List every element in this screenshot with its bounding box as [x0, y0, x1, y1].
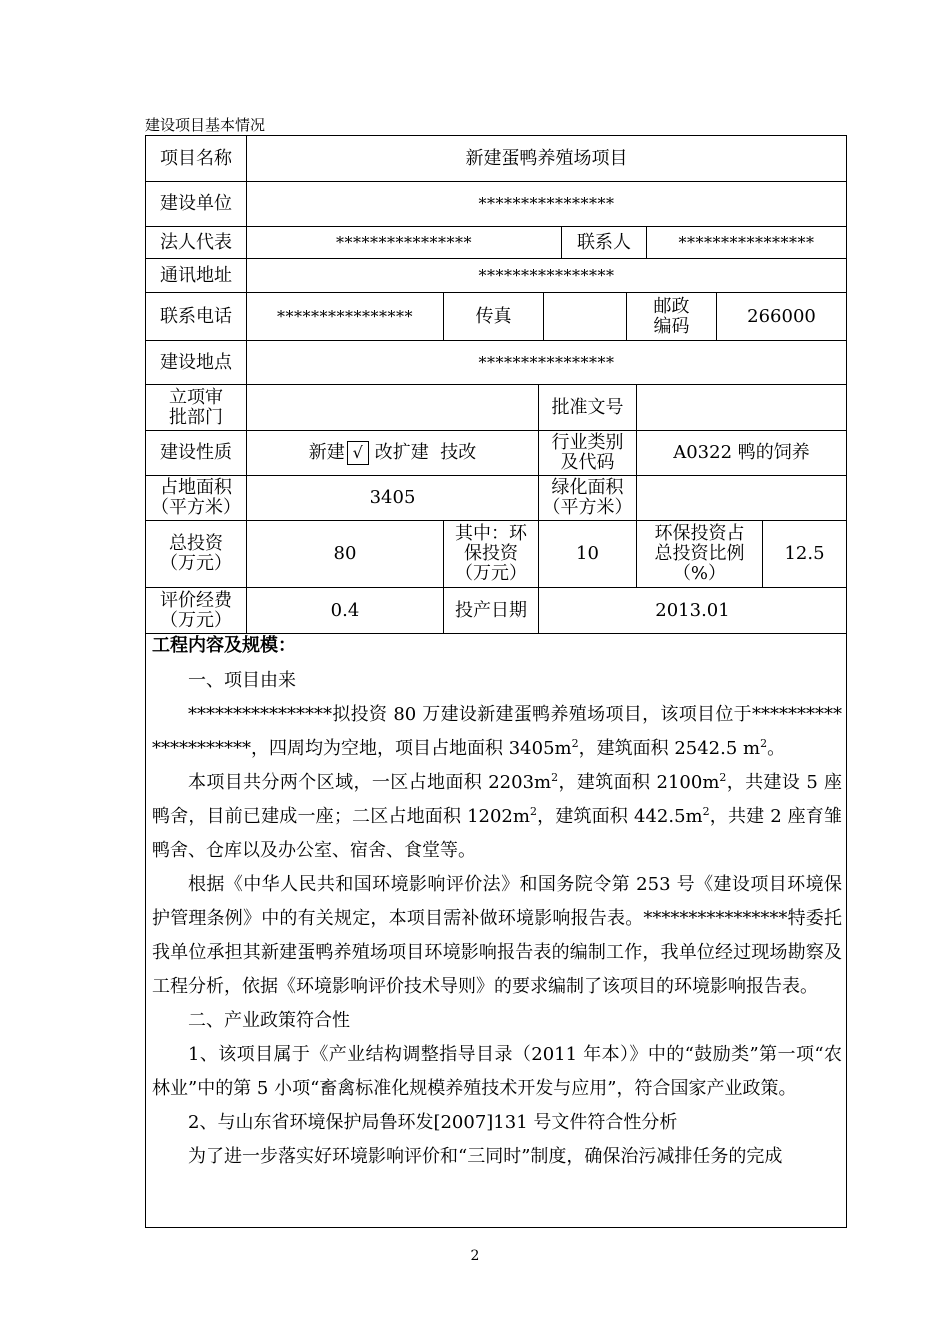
env-invest-value: 10 — [576, 543, 599, 564]
industry-label — [539, 431, 636, 475]
paragraph-3: 根据《中华人民共和国环境影响评价法》和国务院令第 253 号《建设项目环境保护管理条例》中的有关规定，本项目需补做环境影响报告表。****************特委托我单位承担其新建蛋鸭养殖场项目环境影响报告表的编制工作，我单位经过现场勘察及工程分析，依据《环境影响评价技术导则》的要求编制了该项目的环境影响报告表。 — [152, 874, 842, 997]
address-value: **************** — [478, 265, 615, 285]
content-heading: 工程内容及规模： — [152, 635, 296, 656]
phone-label: 联系电话 — [160, 305, 232, 327]
area-label-line1: 占地面积 — [160, 477, 232, 498]
ratio-label-line3: （%） — [672, 563, 727, 584]
nature-others-text: 改扩建 技改 — [374, 442, 477, 463]
paragraph-1-part-a: ****************拟投资 80 万建设新建蛋鸭养殖场项目，该项目位于*********************，四周均为空地，项目占地面积 3405m — [152, 704, 842, 759]
project-content — [152, 634, 842, 1174]
paragraph-2-part-e: ，共建 2 座育雏鸭舍、仓库以及办公室、宿舍、食堂等。 — [152, 806, 842, 861]
paragraph-1 — [152, 698, 842, 766]
approval-no-value — [637, 385, 846, 430]
contact-value: **************** — [678, 232, 815, 252]
paragraph-2 — [152, 766, 842, 868]
green-label-line2: （平方米） — [542, 497, 633, 518]
legal-rep-label: 法人代表 — [160, 231, 232, 253]
section-1-title: 一、项目由来 — [188, 670, 296, 691]
env-invest-label-line3: （万元） — [455, 563, 527, 584]
fee-label — [146, 588, 246, 633]
paragraph-4: 1、该项目属于《产业结构调整指导目录（2011 年本）》中的“鼓励类”第一项“农林业”中的第 5 小项“畜禽标准化规模养殖技术开发与应用”，符合国家产业政策。 — [152, 1044, 842, 1099]
paragraph-1-part-b: ，建筑面积 2542.5 m — [578, 738, 761, 759]
fee-label-line1: 评价经费 — [160, 589, 232, 611]
area-label — [146, 476, 246, 520]
green-value — [637, 476, 846, 520]
postcode-label-line1: 邮政 — [653, 295, 690, 317]
ratio-label-line2: 总投资比例 — [654, 543, 745, 564]
invest-value: 80 — [333, 543, 357, 564]
ratio-label — [637, 521, 762, 587]
paragraph-2-part-a: 本项目共分两个区域，一区占地面积 2203m — [188, 772, 552, 793]
env-invest-label-line2: 保投资 — [464, 543, 518, 564]
area-unit-superscript: 2 — [719, 771, 727, 784]
project-name-label: 项目名称 — [160, 147, 232, 169]
nature-new-checkbox[interactable]: √ — [347, 441, 369, 465]
nature-value — [247, 431, 538, 475]
paragraph-6: 为了进一步落实好环境影响评价和“三同时”制度，确保治污减排任务的完成 — [188, 1146, 783, 1167]
site-value: **************** — [478, 352, 615, 372]
page-number: 2 — [470, 1248, 480, 1264]
industry-value: A0322 鸭的饲养 — [673, 442, 810, 463]
fee-value: 0.4 — [330, 599, 360, 621]
green-label — [539, 476, 636, 520]
approval-dept-value — [247, 385, 538, 430]
postcode-label — [627, 293, 716, 340]
nature-label: 建设性质 — [160, 442, 232, 463]
area-unit-superscript: 2 — [551, 771, 559, 784]
section-2-title: 二、产业政策符合性 — [188, 1010, 350, 1031]
postcode-label-line2: 编码 — [653, 315, 690, 337]
invest-label — [146, 521, 246, 587]
paragraph-2-part-c: ，共建设 5 座鸭舍，目前已建成一座；二区占地面积 1202m — [152, 772, 842, 827]
ratio-label-line1: 环保投资占 — [654, 523, 745, 544]
env-invest-label-line1: 其中：环 — [455, 523, 527, 544]
approval-no-label: 批准文号 — [551, 396, 624, 418]
legal-rep-value: **************** — [336, 232, 472, 252]
contact-label: 联系人 — [577, 231, 631, 253]
approval-dept-label-line1: 立项审 — [169, 386, 223, 408]
area-unit-superscript: 2 — [571, 737, 579, 750]
production-date-label: 投产日期 — [455, 599, 527, 621]
invest-label-line2: （万元） — [160, 553, 232, 574]
nature-new-text: 新建 — [308, 442, 345, 463]
site-label: 建设地点 — [160, 351, 232, 373]
paragraph-1-part-c: 。 — [767, 738, 786, 759]
paragraph-2-part-d: ，建筑面积 442.5m — [536, 806, 703, 827]
fax-value — [544, 293, 626, 340]
builder-label: 建设单位 — [160, 193, 232, 214]
address-label: 通讯地址 — [160, 264, 232, 286]
ratio-value: 12.5 — [784, 543, 825, 564]
phone-value: **************** — [277, 306, 413, 326]
approval-dept-label-line2: 批部门 — [169, 406, 223, 428]
invest-label-line1: 总投资 — [169, 533, 223, 554]
production-date-value: 2013.01 — [655, 599, 730, 621]
approval-dept-label — [146, 385, 246, 430]
industry-label-line1: 行业类别 — [551, 432, 624, 453]
area-unit-superscript: 2 — [702, 805, 710, 818]
paragraph-5: 2、与山东省环境保护局鲁环发[2007]131 号文件符合性分析 — [188, 1112, 678, 1133]
env-invest-label — [444, 521, 538, 587]
area-unit-superscript: 2 — [760, 737, 768, 750]
area-value: 3405 — [369, 487, 416, 508]
table-caption: 建设项目基本情况 — [145, 116, 266, 134]
paragraph-2-part-b: ，建筑面积 2100m — [558, 772, 720, 793]
industry-label-line2: 及代码 — [560, 452, 615, 473]
green-label-line1: 绿化面积 — [551, 477, 624, 498]
fee-label-line2: （万元） — [160, 609, 232, 631]
area-unit-superscript: 2 — [529, 805, 537, 818]
fax-label: 传真 — [475, 305, 512, 327]
area-label-line2: （平方米） — [151, 497, 241, 518]
builder-value: **************** — [478, 194, 615, 213]
project-name-value: 新建蛋鸭养殖场项目 — [465, 147, 628, 169]
postcode-value: 266000 — [747, 305, 816, 327]
